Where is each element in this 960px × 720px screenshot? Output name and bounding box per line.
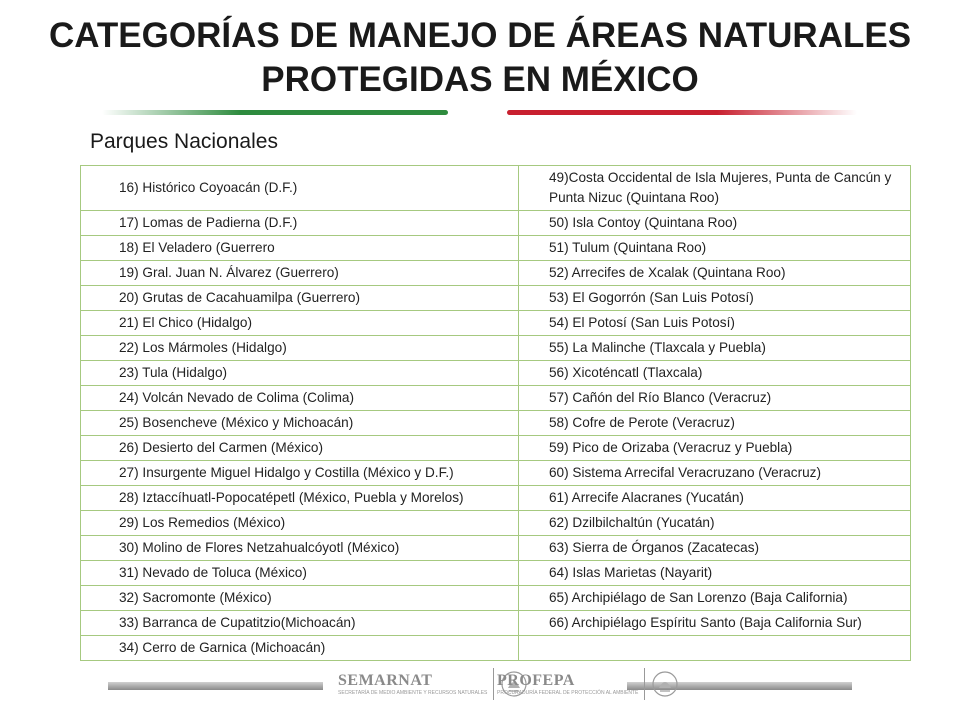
table-row — [81, 311, 911, 336]
table-row — [81, 636, 911, 661]
red-divider — [507, 110, 857, 115]
logo-separator — [493, 668, 494, 700]
table-row — [81, 511, 911, 536]
park-cell-left: 23) Tula (Hidalgo) — [81, 361, 519, 386]
logo-separator — [644, 668, 645, 700]
park-cell-right: 60) Sistema Arrecifal Veracruzano (Veracruz) — [519, 461, 911, 486]
table-row — [81, 261, 911, 286]
park-cell-right: 53) El Gogorrón (San Luis Potosí) — [519, 286, 911, 311]
park-cell-right: 63) Sierra de Órganos (Zacatecas) — [519, 536, 911, 561]
park-cell-right — [519, 636, 911, 661]
page-title — [0, 14, 960, 102]
park-cell-left: 27) Insurgente Miguel Hidalgo y Costilla (México y D.F.) — [81, 461, 519, 486]
table-row — [81, 236, 911, 261]
park-cell-left: 22) Los Mármoles (Hidalgo) — [81, 336, 519, 361]
park-cell-right: 51) Tulum (Quintana Roo) — [519, 236, 911, 261]
park-cell-left: 25) Bosencheve (México y Michoacán) — [81, 411, 519, 436]
title-line-1: CATEGORÍAS DE MANEJO DE ÁREAS NATURALES — [48, 16, 912, 55]
table-row — [81, 211, 911, 236]
park-cell-right: 55) La Malinche (Tlaxcala y Puebla) — [519, 336, 911, 361]
table-row — [81, 386, 911, 411]
park-cell-right: 54) El Potosí (San Luis Potosí) — [519, 311, 911, 336]
footer-bar-left — [108, 682, 323, 690]
park-cell-left: 19) Gral. Juan N. Álvarez (Guerrero) — [81, 261, 519, 286]
park-cell-left: 32) Sacromonte (México) — [81, 586, 519, 611]
profepa-wordmark — [497, 672, 638, 696]
semarnat-logo-subtext: SECRETARÍA DE MEDIO AMBIENTE Y RECURSOS NATURALES — [338, 690, 488, 696]
park-cell-left: 33) Barranca de Cupatitzio(Michoacán) — [81, 611, 519, 636]
semarnat-logo-text: SEMARNAT — [338, 672, 433, 689]
profepa-logo — [497, 668, 679, 700]
table-row — [81, 611, 911, 636]
table-row — [81, 166, 911, 211]
mexico-seal-icon — [651, 670, 679, 698]
park-cell-right: 59) Pico de Orizaba (Veracruz y Puebla) — [519, 436, 911, 461]
profepa-logo-text: PROFEPA — [497, 672, 575, 689]
table-row — [81, 336, 911, 361]
park-cell-left: 29) Los Remedios (México) — [81, 511, 519, 536]
table-row — [81, 436, 911, 461]
parks-table-body — [81, 166, 911, 661]
park-cell-right: 52) Arrecifes de Xcalak (Quintana Roo) — [519, 261, 911, 286]
park-cell-right: 49)Costa Occidental de Isla Mujeres, Punta de Cancún y Punta Nizuc (Quintana Roo) — [519, 166, 911, 211]
park-cell-left: 34) Cerro de Garnica (Michoacán) — [81, 636, 519, 661]
park-cell-left: 21) El Chico (Hidalgo) — [81, 311, 519, 336]
park-cell-left: 31) Nevado de Toluca (México) — [81, 561, 519, 586]
table-row — [81, 411, 911, 436]
table-row — [81, 461, 911, 486]
park-cell-left: 20) Grutas de Cacahuamilpa (Guerrero) — [81, 286, 519, 311]
park-cell-right: 61) Arrecife Alacranes (Yucatán) — [519, 486, 911, 511]
green-divider — [102, 110, 448, 115]
park-cell-left: 30) Molino de Flores Netzahualcóyotl (México) — [81, 536, 519, 561]
table-row — [81, 561, 911, 586]
park-cell-left: 26) Desierto del Carmen (México) — [81, 436, 519, 461]
table-row — [81, 286, 911, 311]
park-cell-right: 56) Xicoténcatl (Tlaxcala) — [519, 361, 911, 386]
title-line-2: PROTEGIDAS EN MÉXICO — [261, 60, 699, 99]
park-cell-right: 62) Dzilbilchaltún (Yucatán) — [519, 511, 911, 536]
semarnat-wordmark — [338, 672, 487, 696]
park-cell-left: 16) Histórico Coyoacán (D.F.) — [81, 166, 519, 211]
park-cell-left: 18) El Veladero (Guerrero — [81, 236, 519, 261]
park-cell-right: 64) Islas Marietas (Nayarit) — [519, 561, 911, 586]
national-parks-table — [80, 165, 911, 661]
table-row — [81, 586, 911, 611]
table-row — [81, 536, 911, 561]
table-row — [81, 361, 911, 386]
park-cell-right: 50) Isla Contoy (Quintana Roo) — [519, 211, 911, 236]
park-cell-right: 58) Cofre de Perote (Veracruz) — [519, 411, 911, 436]
park-cell-left: 28) Iztaccíhuatl-Popocatépetl (México, Puebla y Morelos) — [81, 486, 519, 511]
profepa-logo-subtext: PROCURADURÍA FEDERAL DE PROTECCIÓN AL AMBIENTE — [497, 690, 639, 696]
park-cell-left: 17) Lomas de Padierna (D.F.) — [81, 211, 519, 236]
park-cell-left: 24) Volcán Nevado de Colima (Colima) — [81, 386, 519, 411]
table-row — [81, 486, 911, 511]
park-cell-right: 65) Archipiélago de San Lorenzo (Baja California) — [519, 586, 911, 611]
section-subtitle: Parques Nacionales — [90, 130, 278, 153]
park-cell-right: 57) Cañón del Río Blanco (Veracruz) — [519, 386, 911, 411]
park-cell-right: 66) Archipiélago Espíritu Santo (Baja California Sur) — [519, 611, 911, 636]
